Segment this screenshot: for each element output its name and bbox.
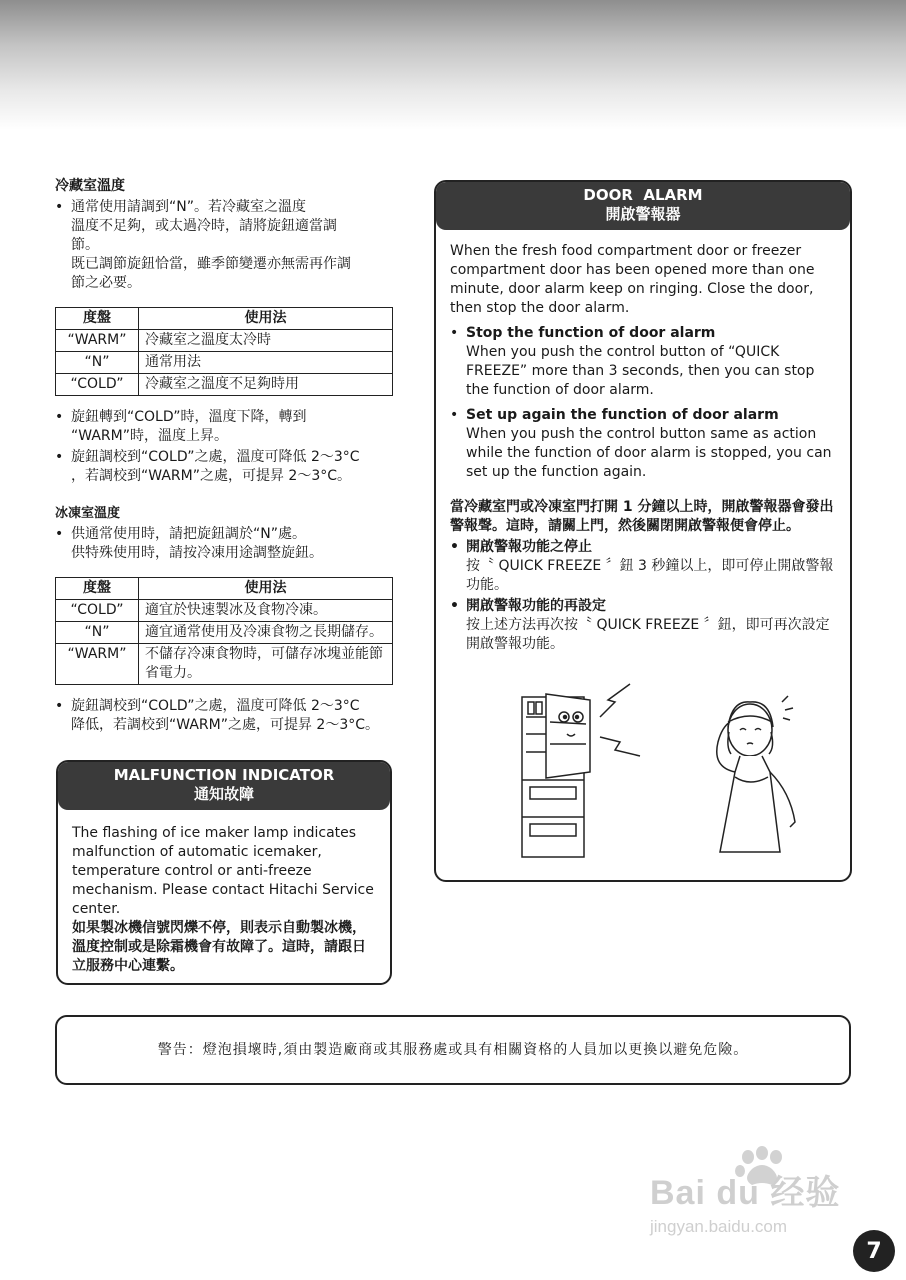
usage-text: 冷藏室之溫度太冷時: [139, 330, 393, 352]
table-header-usage: 使用法: [139, 578, 393, 600]
door-alarm-item-title: • Stop the function of door alarm: [466, 325, 716, 341]
door-alarm-zh-item: [450, 538, 836, 595]
note-line: • 旋鈕轉到“COLD”時，溫度下降，轉到: [71, 409, 307, 425]
watermark-brand: Bai du 经验: [650, 1174, 841, 1212]
watermark-url: jingyan.baidu.com: [650, 1217, 788, 1236]
usage-text: 通常用法: [139, 352, 393, 374]
door-alarm-zh-item: [450, 597, 836, 654]
fridge-dial-table: [55, 307, 393, 396]
freezer-dial-table: [55, 577, 393, 685]
door-alarm-zh-item-title: • 開啟警報功能的再設定: [466, 598, 606, 614]
malfunction-text-en: The flashing of ice maker lamp indicates malfunction of automatic icemaker, temperature control or anti-freeze mechanism. Please contact Hitachi Service center.: [72, 825, 374, 917]
door-alarm-zh-item-title: • 開啟警報功能之停止: [466, 539, 592, 555]
door-alarm-item: [450, 406, 836, 482]
dial-setting: “N”: [56, 622, 139, 644]
malfunction-body: [58, 810, 390, 976]
table-header-dial: 度盤: [56, 578, 139, 600]
warning-box: [55, 1015, 851, 1085]
door-alarm-item-body: When you push the control button same as action while the function of door alarm is stopped, you can set up the function again.: [466, 426, 832, 480]
freezer-note: [55, 697, 425, 735]
fridge-intro-line: 溫度不足夠，或太過冷時，請將旋鈕適當調: [71, 218, 337, 234]
table-row: [56, 600, 393, 622]
warning-text: 警告：燈泡損壞時,須由製造廠商或其服務處或具有相關資格的人員加以更換以避免危險。: [157, 1041, 749, 1058]
door-alarm-header: [436, 182, 850, 230]
page-number: 7: [853, 1230, 895, 1272]
door-alarm-title-zh: 開啟警報器: [605, 205, 681, 223]
door-alarm-title-en: DOOR ALARM: [583, 186, 703, 204]
malfunction-header: [58, 762, 390, 810]
malfunction-text-zh: 如果製冰機信號閃爍不停，則表示自動製冰機，溫度控制或是除霜機會有故障了。這時，請跟日立服務中心連繫。: [72, 920, 366, 974]
fridge-intro-line: 既已調節旋鈕恰當，雖季節變遷亦無需再作調: [71, 256, 351, 272]
door-alarm-item: [450, 324, 836, 400]
dial-setting: “N”: [56, 352, 139, 374]
fridge-note: [55, 448, 425, 486]
door-alarm-zh-section: [450, 498, 836, 654]
header-gradient-band: [0, 0, 906, 130]
table-header-dial: 度盤: [56, 308, 139, 330]
fridge-intro-line: 節之必要。: [71, 275, 141, 291]
malfunction-indicator-box: [56, 760, 392, 985]
note-line: “WARM”時，溫度上昇。: [71, 428, 228, 444]
door-alarm-zh-item-body: 按上述方法再次按〝 QUICK FREEZE 〞鈕，即可再次設定開啟警報功能。: [466, 617, 830, 652]
table-row: [56, 644, 393, 685]
fridge-note: [55, 408, 425, 446]
usage-text: 適宜於快速製冰及食物冷凍。: [139, 600, 393, 622]
dial-setting: “WARM”: [56, 644, 139, 685]
note-line: • 旋鈕調校到“COLD”之處，溫度可降低 2～3°C: [71, 449, 360, 465]
door-alarm-item-title: • Set up again the function of door alarm: [466, 407, 779, 423]
freezer-temp-title: 冰凍室溫度: [55, 506, 121, 521]
usage-text: 不儲存冷凍食物時，可儲存冰塊並能節省電力。: [139, 644, 393, 685]
note-line: ，若調校到“WARM”之處，可提昇 2～3°C。: [71, 468, 352, 484]
note-line: 降低，若調校到“WARM”之處，可提昇 2～3°C。: [71, 717, 380, 733]
left-column: [55, 177, 425, 737]
fridge-intro-line: 節。: [71, 237, 99, 253]
baidu-watermark: [640, 1145, 860, 1245]
woman-illustration: [717, 696, 795, 852]
dial-setting: “COLD”: [56, 374, 139, 396]
door-alarm-intro-zh: 當冷藏室門或冷凍室門打開 1 分鐘以上時，開啟警報器會發出警報聲。這時，請關上門，然後關閉開啟警報便會停止。: [450, 499, 834, 534]
malfunction-title-zh: 通知故障: [193, 785, 254, 803]
table-row: [56, 374, 393, 396]
table-row: [56, 330, 393, 352]
fridge-illustration: [522, 684, 640, 857]
door-alarm-body: [436, 230, 850, 654]
door-alarm-item-body: When you push the control button of “QUICK FREEZE” more than 3 seconds, then you can stop the function of door alarm.: [466, 344, 815, 398]
note-line: • 旋鈕調校到“COLD”之處，溫度可降低 2～3°C: [71, 698, 360, 714]
dial-setting: “WARM”: [56, 330, 139, 352]
door-alarm-zh-item-body: 按〝 QUICK FREEZE 〞鈕 3 秒鐘以上，即可停止開啟警報功能。: [466, 558, 834, 593]
malfunction-title-en: MALFUNCTION INDICATOR: [113, 766, 335, 784]
freezer-intro-line: 供特殊使用時，請按冷凍用途調整旋鈕。: [71, 545, 323, 561]
freezer-intro-line: • 供通常使用時，請把旋鈕調於“N”處。: [55, 525, 425, 544]
table-row: [56, 352, 393, 374]
usage-text: 冷藏室之溫度不足夠時用: [139, 374, 393, 396]
dial-setting: “COLD”: [56, 600, 139, 622]
fridge-temp-title: 冷藏室溫度: [55, 178, 125, 194]
table-row: [56, 622, 393, 644]
fridge-intro-line: • 通常使用請調到“N”。若冷藏室之溫度: [55, 198, 425, 217]
door-alarm-intro-en: When the fresh food compartment door or freezer compartment door has been opened more than one minute, door alarm keep on ringing. Close the door, then stop the door alarm.: [450, 243, 815, 316]
usage-text: 適宜通常使用及冷凍食物之長期儲存。: [139, 622, 393, 644]
table-header-usage: 使用法: [139, 308, 393, 330]
door-alarm-illustration: [450, 672, 840, 867]
